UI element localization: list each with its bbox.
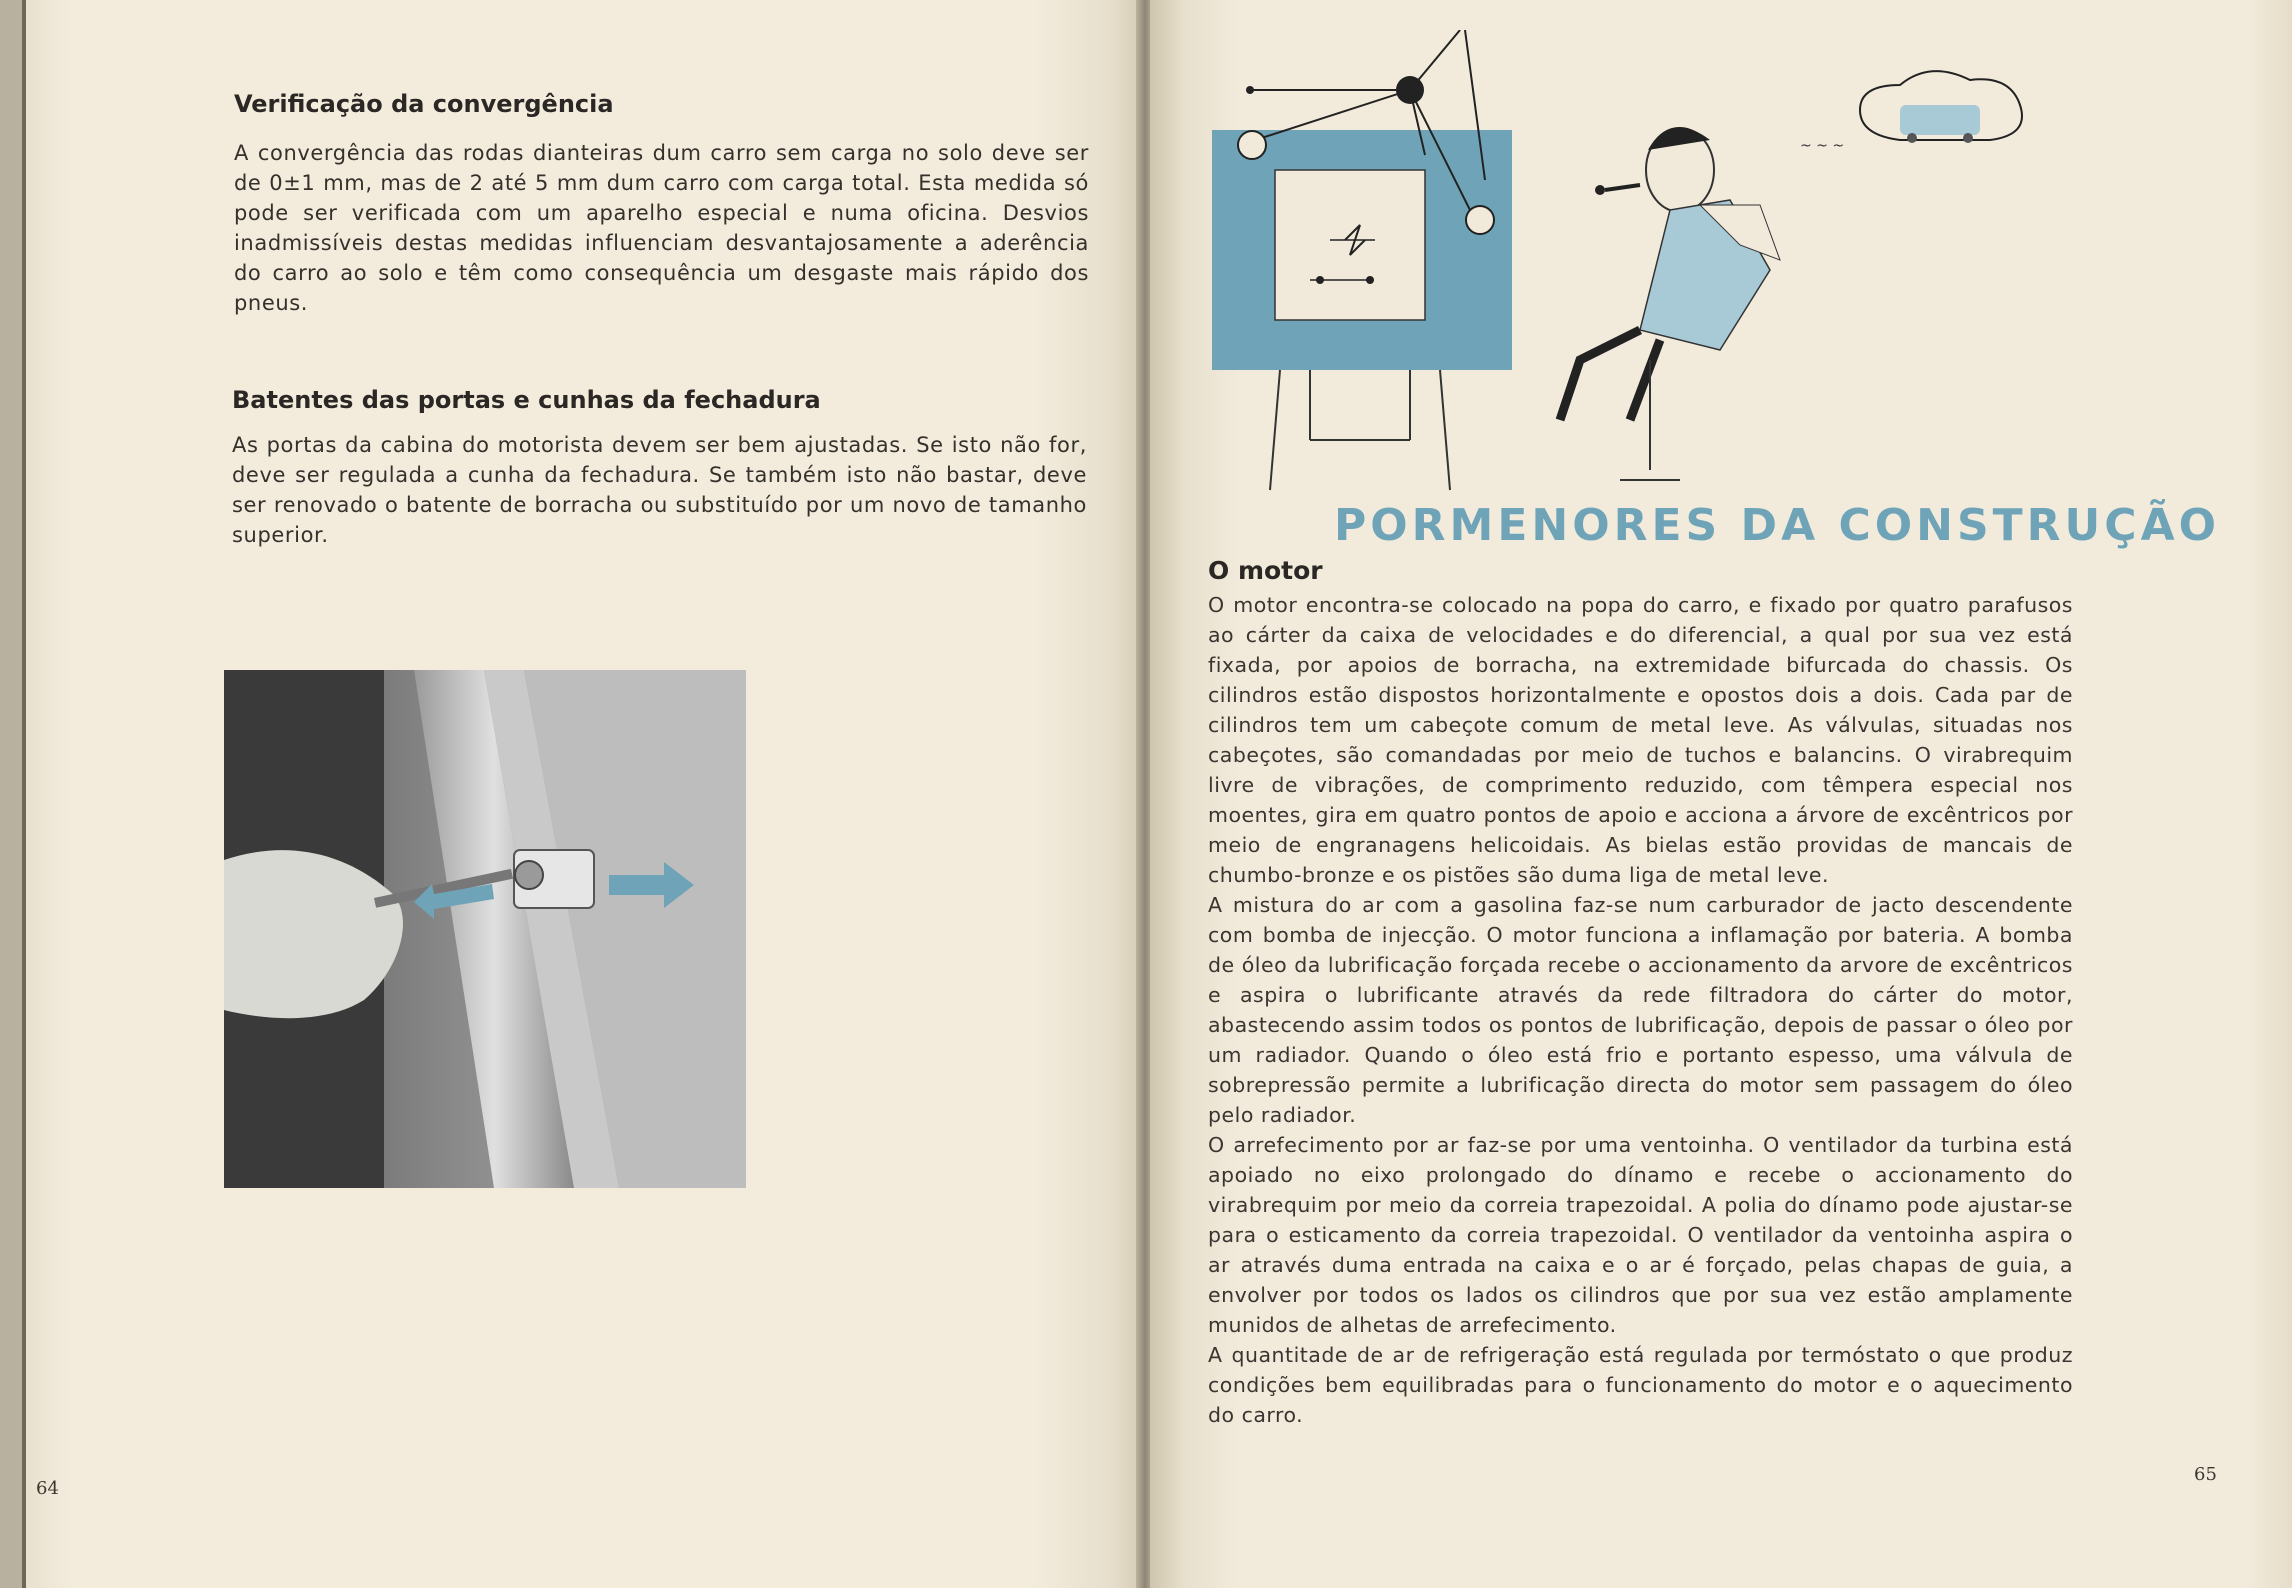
convergence-heading: Verificação da convergência [234,90,614,118]
page-number-left: 64 [36,1478,59,1499]
motor-paragraph-1: O motor encontra-se colocado na popa do carro, e fixado por quatro parafusos ao cárter da caixa de velocidades e do diferencial, a qual por sua vez está fixada, por apoios de borracha, na extremidade bifurcada do chassis. Os cilindros estão dispostos horizontalmente e opostos dois a dois. Cada par de cilindros tem um cabeçote comum de metal leve. As válvulas, situadas nos cabeçotes, são comandadas por meio de tuchos e balancins. O virabrequim livre de vibrações, de comprimento reduzido, com têmpera especial nos moentes, gira em quatro pontos de apoio e acciona a árvore de excêntricos por meio de engranagens helicoidais. As bielas estão providas de mancais de chumbo-bronze e os pistões são duma liga de metal leve. [1208,593,2073,887]
door-latch-photo [224,670,746,1188]
doors-heading: Batentes das portas e cunhas da fechadura [232,386,821,414]
motor-paragraph-4: A quantitade de ar de refrigeração está regulada por termóstato o que produz condições bem equilibradas para o funcionamento do motor e o aquecimento do carro. [1208,1343,2073,1427]
convergence-body: A convergência das rodas dianteiras dum carro sem carga no solo deve ser de 0±1 mm, mas de 2 até 5 mm dum carro com carga total. Esta medida só pode ser verificada com um aparelho especial e numa oficina. Desvios inadmissíveis destas medidas influenciam desvantajosamente a aderência do carro ao solo e têm como consequência um desgaste mais rápido dos pneus. [234,141,1089,315]
drafting-illustration [1200,30,2060,500]
motor-heading: O motor [1208,556,1323,585]
motor-paragraph-3: O arrefecimento por ar faz-se por uma ventoinha. O ventilador da turbina está apoiado no eixo prolongado do dínamo e recebe o accionamento do virabrequim por meio da correia trapezoidal. A polia do dínamo pode ajustar-se para o esticamento da correia trapezoidal. O ventilador da ventoinha aspira o ar através duma entrada na caixa e o ar é forçado, pelas chapas de guia, a envolver por todos os lados os cilindros que por sua vez estão amplamente munidos de alhetas de arrefecimento. [1208,1133,2073,1337]
doors-body: As portas da cabina do motorista devem ser bem ajustadas. Se isto não for, deve ser regulada a cunha da fechadura. Se também isto não bastar, deve ser renovado o batente de borracha ou substituído por um novo de tamanho superior. [232,433,1087,547]
chapter-title: PORMENORES DA CONSTRUÇÃO [1334,500,2221,551]
svg-text:~ ~ ~: ~ ~ ~ [1800,138,1845,154]
page-number-right: 65 [2194,1464,2217,1485]
motor-paragraph-2: A mistura do ar com a gasolina faz-se num carburador de jacto descendente com bomba de injecção. O motor funciona a inflamação por bateria. A bomba de óleo da lubrificação forçada recebe o accionamento da arvore de excêntricos e aspira o lubrificante através da rede filtradora do cárter do motor, abastecendo assim todos os pontos de lubrificação, depois de passar o óleo por um radiador. Quando o óleo está frio e portanto espesso, uma válvula de sobrepressão permite a lubrificação directa do motor sem passagem do óleo pelo radiador. [1208,893,2073,1127]
